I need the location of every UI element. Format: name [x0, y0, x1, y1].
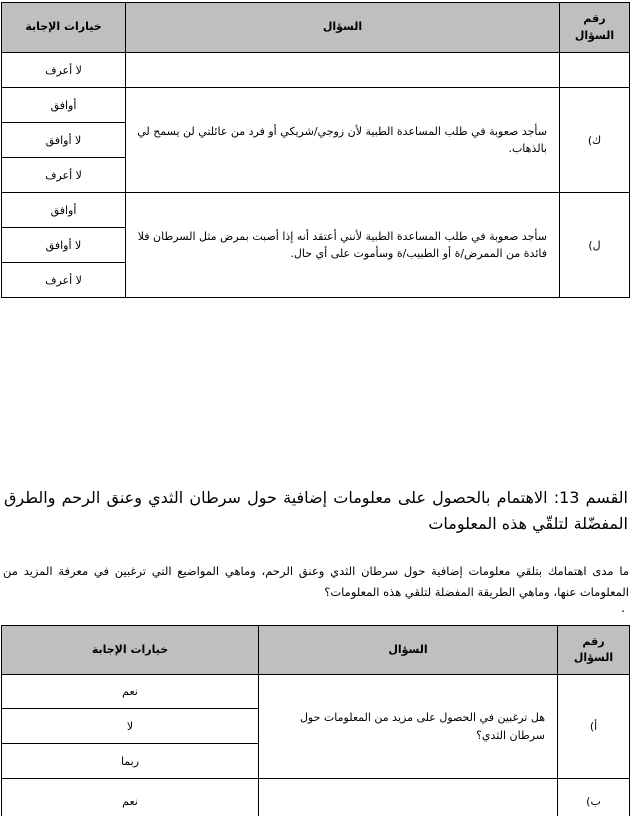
table-header-row [2, 3, 630, 53]
header-answer-options: خيارات الإجابة [2, 626, 259, 675]
answer-cell: لا أعرف [2, 158, 126, 193]
question-cell [126, 53, 560, 88]
agreement-questions-table [1, 2, 630, 298]
question-cell [259, 779, 558, 816]
question-number-cell: ل) [560, 193, 630, 298]
table-row [2, 779, 630, 816]
answer-cell: نعم [2, 675, 259, 709]
answer-cell: نعم [2, 779, 259, 816]
stray-period: . [621, 601, 625, 615]
question-number-cell: ب) [558, 779, 630, 816]
question-cell: سأجد صعوبة في طلب المساعدة الطبية لأن زوجي/شريكي أو فرد من عائلتي لن يسمح لي بالذهاب. [126, 88, 560, 193]
table-row [2, 53, 630, 88]
section-intro: ما مدى اهتمامك بتلقي معلومات إضافية حول سرطان الثدي وعنق الرحم، وماهي المواضيع التي ترغبين في معرفة المزيد من المعلومات عنها، وماهي الطريقة المفضلة لتلقي هذه المعلومات؟ [3, 564, 629, 599]
information-interest-table [1, 625, 630, 816]
table-row [2, 675, 630, 709]
table-row [2, 193, 630, 228]
section-title: القسم 13: الاهتمام بالحصول على معلومات إضافية حول سرطان الثدي وعنق الرحم والطرق المفضّلة لتلقّي هذه المعلومات [4, 488, 628, 533]
header-question-number: رقم السؤال [558, 626, 630, 675]
question-cell: هل ترغبين في الحصول على مزيد من المعلومات حول سرطان الثدي؟ [259, 675, 558, 779]
header-question: السؤال [259, 626, 558, 675]
question-number-cell: ك) [560, 88, 630, 193]
header-question-number: رقم السؤال [560, 3, 630, 53]
table-row [2, 88, 630, 123]
answer-cell: لا أعرف [2, 53, 126, 88]
question-cell: سأجد صعوبة في طلب المساعدة الطبية لأنني أعتقد أنه إذا أصبت بمرض مثل السرطان فلا فائدة من الممرض/ة أو الطبيب/ة وسأموت على أي حال. [126, 193, 560, 298]
table-header-row [2, 626, 630, 675]
question-number-cell [560, 53, 630, 88]
header-question: السؤال [126, 3, 560, 53]
answer-cell: لا أوافق [2, 228, 126, 263]
question-number-cell: أ) [558, 675, 630, 779]
answer-cell: أوافق [2, 193, 126, 228]
answer-cell: لا [2, 709, 259, 744]
answer-cell: ربما [2, 744, 259, 779]
answer-cell: لا أعرف [2, 263, 126, 298]
answer-cell: لا أوافق [2, 123, 126, 158]
answer-cell: أوافق [2, 88, 126, 123]
header-answer-options: خيارات الإجابة [2, 3, 126, 53]
